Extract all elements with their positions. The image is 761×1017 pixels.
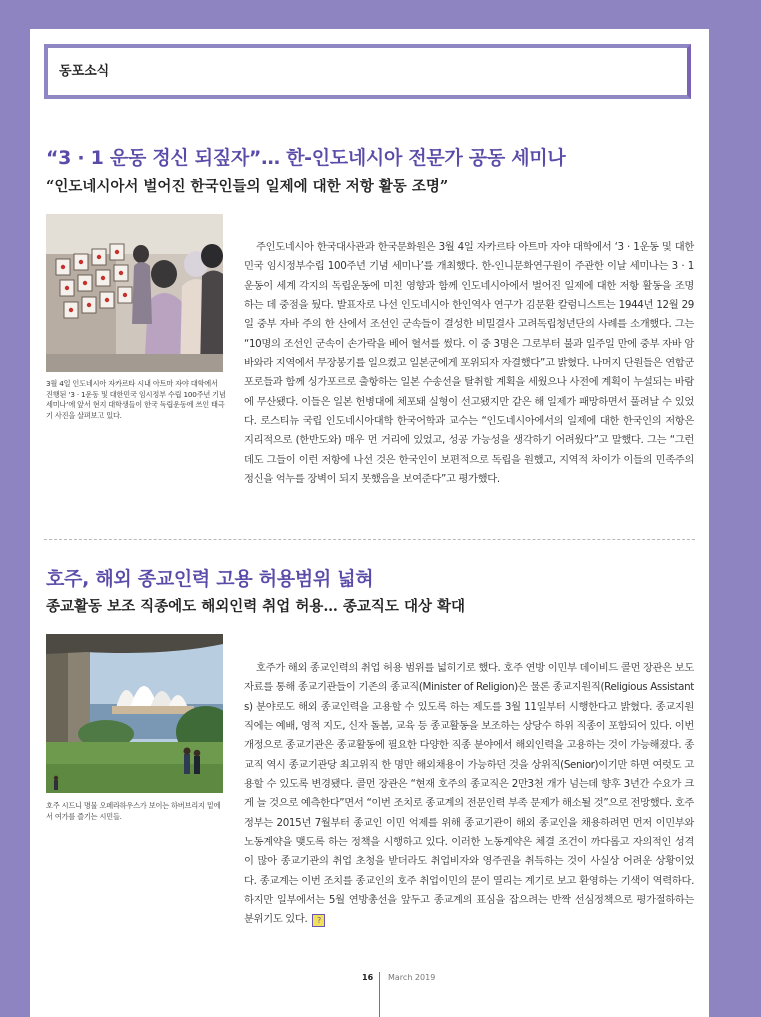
sydney-opera-house-photo-image bbox=[46, 634, 223, 793]
issue-date: March 2019 bbox=[388, 973, 436, 982]
article2-caption: 호주 시드니 명물 오페라하우스가 보이는 하버브리지 밑에서 여가를 즐기는 시민들. bbox=[46, 801, 221, 821]
article2-title: 호주, 해외 종교인력 고용 허용범위 넓혀 bbox=[46, 568, 374, 590]
article1-body bbox=[244, 238, 694, 489]
article2-subtitle: 종교활동 보조 직종에도 해외인력 취업 허용… 종교직도 대상 확대 bbox=[46, 598, 466, 615]
article1-paragraph: 주인도네시아 한국대사관과 한국문화원은 3월 4일 자카르타 아트마 자야 대학에서 ‘3 · 1운동 및 대한민국 임시정부수립 100주년 기념 세미나’를 개최했다. 한-인니문화연구원이 주관한 이날 세미나는 3 · 1 운동이 세계 각지의 독립운동에 미친 영향과 함께 인도네시아에서 벌어진 일제에 대한 저항 활동을 조명하는 데 중점을 뒀다. 발표자로 나선 인도네시아 한인역사 연구가 김문환 칼럼니스트는 1944년 12월 29일 중부 자바 주의 한 산에서 조선인 군속들이 결성한 비밀결사 고려독립청년단의 사례를 소개했다. 그는 “10명의 조선인 군속이 손가락을 베어 혈서를 썼다. 이 중 3명은 그로부터 불과 일주일 만에 중부 자바 암바와라 지역에서 무장봉기를 일으켰고 일본군에게 포위되자 자결했다”고 밝혔다. 나머지 단원들은 연합군 포로들과 함께 싱가포르로 출항하는 일본 수송선을 탈취할 계획을 세웠으나 사전에 계획이 누설되는 바람에 무산됐다. 이들은 일본 헌병대에 체포돼 실형이 선고됐지만 같은 해 일제가 패망하면서 풀려날 수 있었다. 로스티뉴 국립 인도네시아대학 한국어학과 교수는 “인도네시아에서의 일제에 대한 한국인의 저항은 지리적으로 (한반도와) 매우 먼 거리에 있었고, 성공 가능성을 생각하기 어려웠다”고 말했다. 그는 “그런데도 그들이 이런 저항에 나선 것은 한국인이 보편적으로 독립을 원했고, 지역적 차이가 이들의 민족주의 정신을 억누를 장벽이 되지 못했음을 보여준다”고 평가했다. bbox=[244, 241, 694, 486]
article2-paragraph bbox=[244, 659, 694, 930]
article2-photo bbox=[46, 634, 223, 793]
page-footer bbox=[30, 972, 709, 1017]
page-number: 16 bbox=[362, 973, 374, 982]
section-header bbox=[44, 44, 691, 99]
article1-photo bbox=[46, 214, 223, 372]
magazine-page bbox=[30, 29, 709, 1017]
article-divider bbox=[44, 539, 695, 540]
section-label: 동포소식 bbox=[59, 64, 110, 79]
footer-divider bbox=[379, 972, 380, 1017]
end-mark-icon: ? bbox=[312, 914, 325, 927]
seminar-photo-image bbox=[46, 214, 223, 372]
article1-title: “3 · 1 운동 정신 되짚자”… 한-인도네시아 전문가 공동 세미나 bbox=[46, 147, 566, 169]
article1-subtitle: “인도네시아서 벌어진 한국인들의 일제에 대한 저항 활동 조명” bbox=[46, 178, 449, 195]
article2-paragraph-text: 호주가 해외 종교인력의 취업 허용 범위를 넓히기로 했다. 호주 연방 이민부 데이비드 콜먼 장관은 보도자료를 통해 종교기관들이 기존의 종교직(Minister of Religion)은 물론 종교지원직(Religious Assistants) 분야로도 해외 종교인력을 고용할 수 있도록 하는 제도를 3월 11일부터 시행한다고 밝혔다. 종교지원직에는 예배, 영적 지도, 신자 돌봄, 교육 등 종교활동을 보조하는 상당수 하위 직종이 포함되어 있다. 이번 개정으로 종교기관은 종교활동에 필요한 다양한 직종 분야에서 해외인력을 고용하는 것이 가능해졌다. 종교직 역시 종교기관당 최고위직 한 명만 해외채용이 가능하던 것을 상위직(Senior)이기만 하면 여럿도 고용할 수 있도록 변경됐다. 콜먼 장관은 “현재 호주의 종교직은 2만3천 개가 넘는데 향후 3년간 수요가 크게 늘 것으로 예측한다”면서 “이번 조치로 종교계의 전문인력 부족 문제가 해소될 것”으로 전망했다. 호주 정부는 2015년 7월부터 종교인 이민 억제를 위해 종교기관이 해외 종교인을 채용하려면 먼저 이민부와 노동계약을 맺도록 하는 정책을 시행하고 있다. 이러한 노동계약은 체결 조건이 까다롭고 자의적인 성격이 많아 종교기관의 취업 초청을 받더라도 취업비자와 영주권을 취득하는 것이 사실상 어려운 상황이었다. 종교계는 이번 조치를 종교인의 호주 취업이민의 문이 열리는 계기로 보고 환영하는 기색이 역력하다. 하지만 일부에서는 5월 연방총선을 앞두고 종교계의 표심을 잡으려는 반짝 선심정책으로 평가절하하는 분위기도 있다. bbox=[244, 662, 694, 926]
article2-body bbox=[244, 659, 694, 930]
article1-caption: 3월 4일 인도네시아 자카르타 시내 아트마 자야 대학에서 진행된 ‘3 · 1운동 및 대한민국 임시정부 수립 100주년 기념 세미나’에 앞서 현지 대학생들이 한국 독립운동에 쓰인 태극기 사진을 살펴보고 있다. bbox=[46, 379, 226, 420]
